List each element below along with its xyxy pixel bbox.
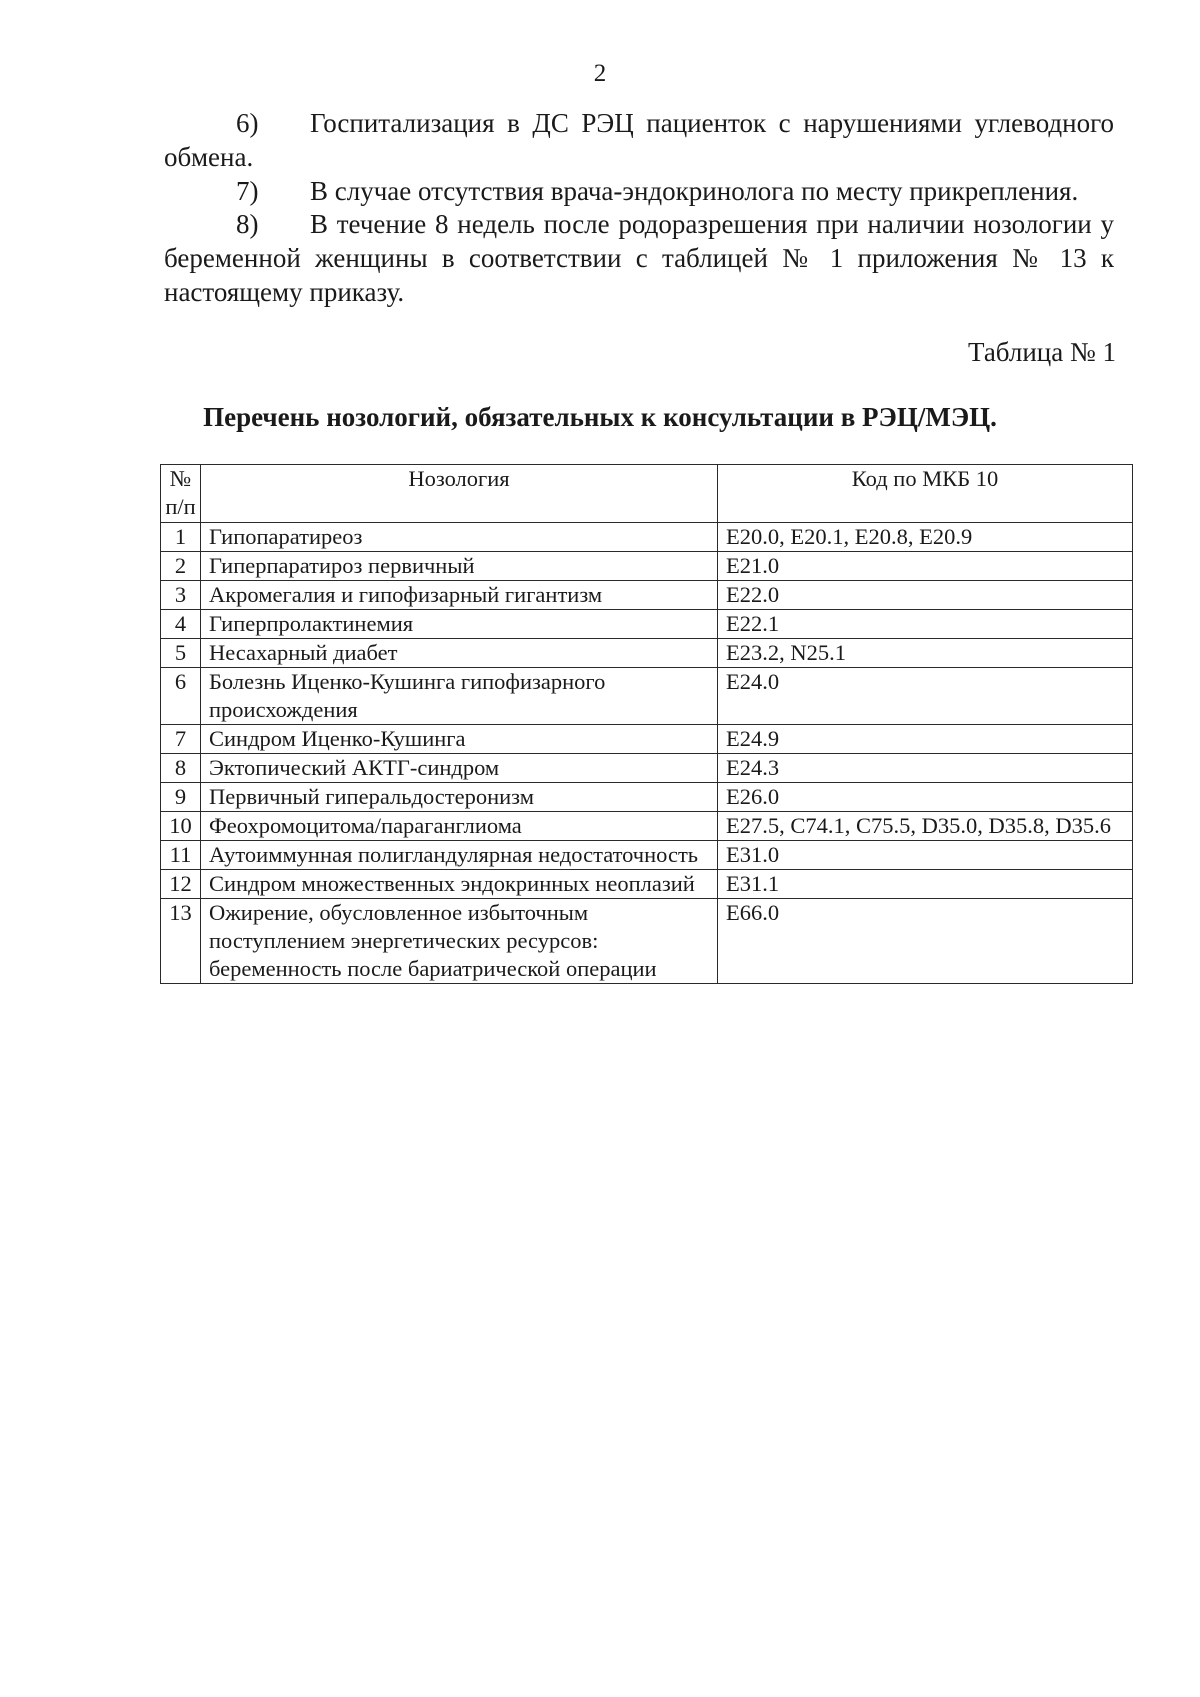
header-number-line1: № bbox=[169, 466, 192, 491]
header-number-line2: п/п bbox=[165, 494, 196, 519]
table-row bbox=[161, 639, 1133, 668]
row-number: 5 bbox=[161, 639, 201, 668]
table-row bbox=[161, 552, 1133, 581]
row-nosology: Синдром Иценко-Кушинга bbox=[201, 725, 718, 754]
table-caption: Таблица № 1 bbox=[968, 337, 1116, 367]
row-nosology: Эктопический АКТГ-синдром bbox=[201, 754, 718, 783]
row-icd-code: E31.1 bbox=[718, 870, 1133, 899]
row-number: 10 bbox=[161, 812, 201, 841]
table-body bbox=[161, 523, 1133, 984]
table-row bbox=[161, 725, 1133, 754]
paragraph-8 bbox=[164, 207, 1114, 309]
paragraph-number: 7) bbox=[236, 176, 259, 206]
page-number: 2 bbox=[593, 60, 607, 87]
row-number: 12 bbox=[161, 870, 201, 899]
paragraph-number: 8) bbox=[236, 209, 259, 239]
header-number bbox=[161, 465, 201, 523]
row-icd-code: E20.0, E20.1, E20.8, E20.9 bbox=[718, 523, 1133, 552]
paragraph-number: 6) bbox=[236, 108, 259, 138]
table-row bbox=[161, 899, 1133, 984]
table-row bbox=[161, 581, 1133, 610]
row-icd-code: E21.0 bbox=[718, 552, 1133, 581]
row-icd-code: E23.2, N25.1 bbox=[718, 639, 1133, 668]
table-row bbox=[161, 812, 1133, 841]
row-icd-code: E27.5, C74.1, C75.5, D35.0, D35.8, D35.6 bbox=[718, 812, 1133, 841]
row-number: 6 bbox=[161, 668, 201, 725]
table-row bbox=[161, 668, 1133, 725]
row-nosology: Гиперпаратироз первичный bbox=[201, 552, 718, 581]
row-nosology: Ожирение, обусловленное избыточным поступлением энергетических ресурсов: беременность после бариатрической операции bbox=[201, 899, 718, 984]
table-row bbox=[161, 754, 1133, 783]
row-nosology: Гиперпролактинемия bbox=[201, 610, 718, 639]
row-nosology: Феохромоцитома/параганглиома bbox=[201, 812, 718, 841]
row-number: 1 bbox=[161, 523, 201, 552]
nosology-table bbox=[160, 464, 1133, 984]
paragraph-text-continued: обмена. bbox=[164, 142, 254, 172]
row-nosology: Аутоиммунная полигландулярная недостаточность bbox=[201, 841, 718, 870]
row-nosology: Первичный гиперальдостеронизм bbox=[201, 783, 718, 812]
row-number: 7 bbox=[161, 725, 201, 754]
table-title: Перечень нозологий, обязательных к консультации в РЭЦ/МЭЦ. bbox=[203, 402, 997, 432]
row-icd-code: E24.9 bbox=[718, 725, 1133, 754]
table-row bbox=[161, 841, 1133, 870]
header-icd-code: Код по МКБ 10 bbox=[718, 465, 1133, 523]
table-row bbox=[161, 610, 1133, 639]
row-nosology: Гипопаратиреоз bbox=[201, 523, 718, 552]
row-number: 3 bbox=[161, 581, 201, 610]
row-number: 11 bbox=[161, 841, 201, 870]
row-icd-code: E26.0 bbox=[718, 783, 1133, 812]
paragraph-text: В течение 8 недель после родоразрешения при наличии нозологии bbox=[310, 209, 1092, 239]
row-icd-code: E31.0 bbox=[718, 841, 1133, 870]
row-number: 13 bbox=[161, 899, 201, 984]
paragraph-6 bbox=[164, 106, 1114, 174]
paragraph-text-continued: у беременной женщины в соответствии с таблицей № 1 приложения № 13 к настоящему приказу. bbox=[164, 209, 1114, 307]
row-icd-code: E24.0 bbox=[718, 668, 1133, 725]
row-nosology: Акромегалия и гипофизарный гигантизм bbox=[201, 581, 718, 610]
paragraph-7 bbox=[164, 174, 1114, 208]
row-icd-code: E24.3 bbox=[718, 754, 1133, 783]
row-number: 9 bbox=[161, 783, 201, 812]
row-number: 4 bbox=[161, 610, 201, 639]
row-nosology: Несахарный диабет bbox=[201, 639, 718, 668]
row-number: 2 bbox=[161, 552, 201, 581]
row-icd-code: E22.1 bbox=[718, 610, 1133, 639]
table-row bbox=[161, 523, 1133, 552]
table-row bbox=[161, 870, 1133, 899]
row-nosology: Синдром множественных эндокринных неоплазий bbox=[201, 870, 718, 899]
table-header-row bbox=[161, 465, 1133, 523]
row-nosology: Болезнь Иценко-Кушинга гипофизарного происхождения bbox=[201, 668, 718, 725]
row-number: 8 bbox=[161, 754, 201, 783]
header-nosology: Нозология bbox=[201, 465, 718, 523]
row-icd-code: E66.0 bbox=[718, 899, 1133, 984]
paragraph-text: Госпитализация в ДС РЭЦ пациенток с нарушениями углеводного bbox=[310, 108, 1114, 138]
table-row bbox=[161, 783, 1133, 812]
row-icd-code: E22.0 bbox=[718, 581, 1133, 610]
paragraph-text: В случае отсутствия врача-эндокринолога по месту прикрепления. bbox=[310, 176, 1079, 206]
